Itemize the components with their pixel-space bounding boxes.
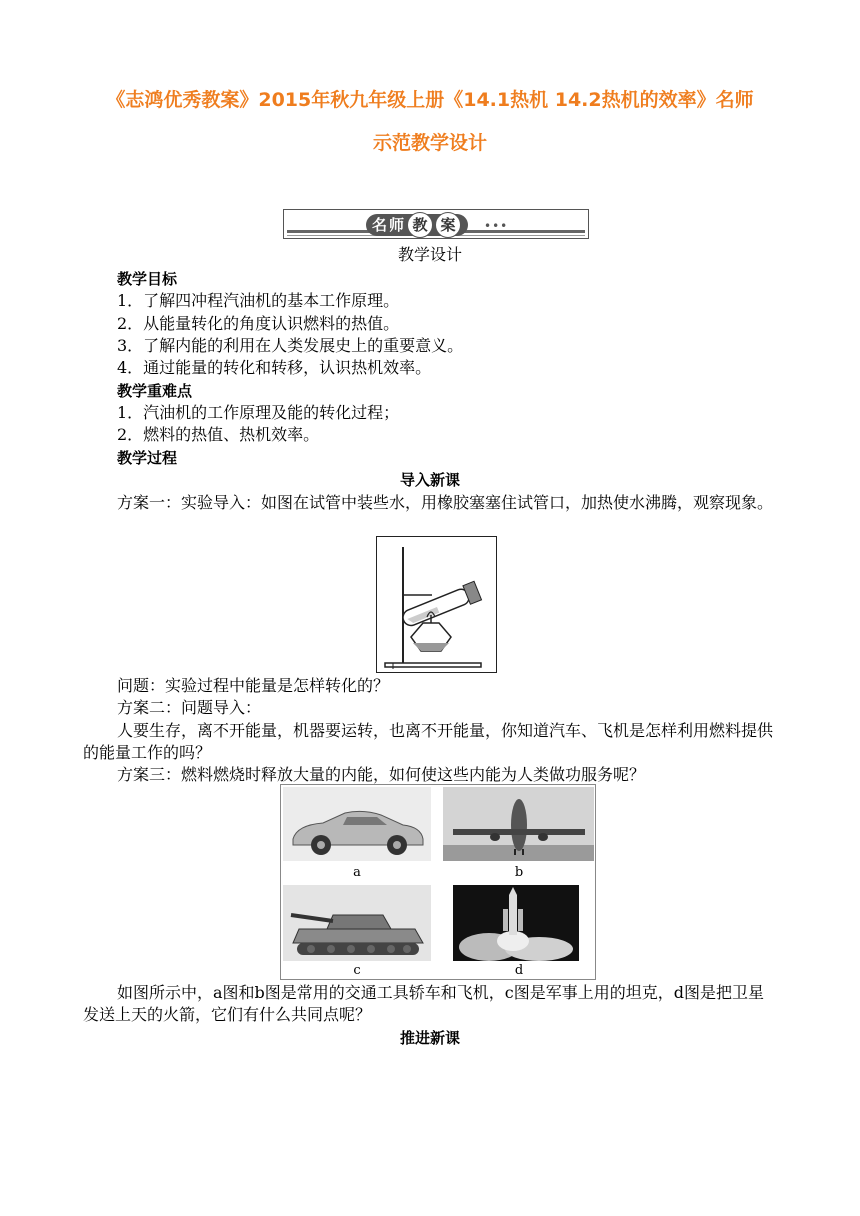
caption-b: b [514,865,524,880]
document-title-line2: 示范教学设计 [372,132,487,154]
airplane-photo [443,787,594,861]
goals-heading: 教学目标 [117,270,178,288]
goal-item: 2．从能量转化的角度认识燃料的热值。 [117,314,400,333]
vehicles-figure [280,784,596,980]
plan2-heading: 方案二：问题导入： [117,698,262,717]
car-photo [283,787,431,861]
teacher-plan-banner [283,209,589,239]
question-text: 问题：实验过程中能量是怎样转化的？ [117,676,390,695]
key-points-heading: 教学重难点 [117,382,193,400]
banner-dots: ••• [484,219,509,233]
caption-d: d [514,963,524,978]
tank-icon [283,885,431,961]
caption-c: c [353,963,361,978]
plan1-paragraph: 方案一：实验导入：如图在试管中装些水，用橡胶塞塞住试管口，加热使水沸腾，观察现象。 [117,493,774,512]
document-title-line1: 《志鸿优秀教案》2015年秋九年级上册《14.1热机 14.2热机的效率》名师 [106,89,754,111]
tank-photo [283,885,431,961]
rocket-icon [453,885,579,961]
test-tube-apparatus-icon [377,537,496,672]
subtitle: 教学设计 [397,245,462,264]
caption-a: a [353,865,361,880]
rocket-photo [453,885,579,961]
car-icon [283,787,431,861]
goal-item: 3．了解内能的利用在人类发展史上的重要意义。 [117,336,464,355]
goal-item: 1．了解四冲程汽油机的基本工作原理。 [117,291,400,310]
banner-word-an: 案 [435,212,461,238]
key-point-item: 2．燃料的热值、热机效率。 [117,425,320,444]
airplane-icon [443,787,594,861]
process-heading: 教学过程 [117,449,178,467]
intro-heading: 导入新课 [399,471,460,489]
figure-description-paragraph: 如图所示中，a图和b图是常用的交通工具轿车和飞机，c图是军事上用的坦克，d图是把卫星发送上天的火箭，它们有什么共同点呢？ [83,983,764,1024]
plan3-paragraph: 方案三：燃料燃烧时释放大量的内能，如何使这些内能为人类做功服务呢？ [117,765,646,784]
key-point-item: 1．汽油机的工作原理及能的转化过程； [117,403,400,422]
goal-item: 4．通过能量的转化和转移，认识热机效率。 [117,358,432,377]
banner-label [366,214,468,236]
test-tube-experiment-figure [376,536,497,673]
advance-heading: 推进新课 [399,1029,460,1047]
banner-word-jiao: 教 [407,212,433,238]
banner-word-mingshi: 名师 [372,216,407,234]
plan2-paragraph: 人要生存，离不开能量，机器要运转，也离不开能量，你知道汽车、飞机是怎样利用燃料提供的能量工作的吗？ [83,721,774,762]
